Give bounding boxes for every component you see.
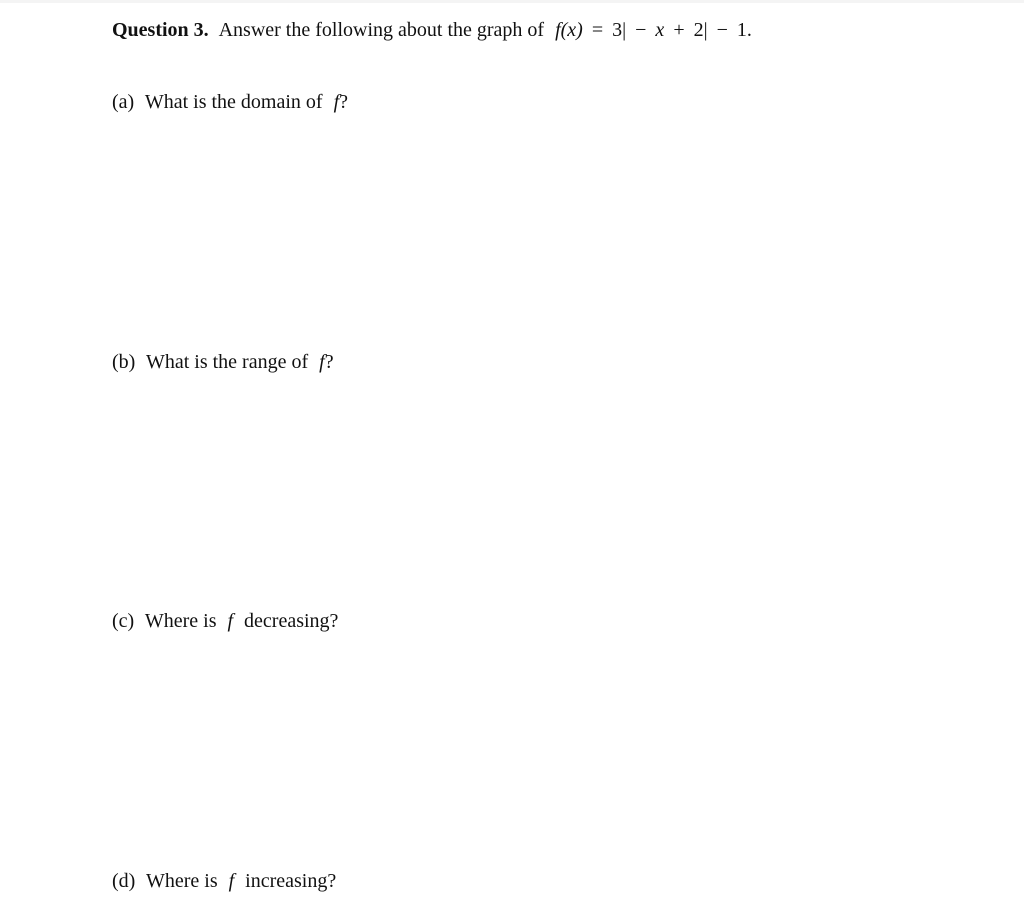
part-c-var: f — [227, 610, 234, 632]
part-a — [112, 90, 348, 114]
part-d-end: increasing? — [245, 870, 337, 892]
part-d-var: f — [228, 870, 235, 892]
top-border — [0, 0, 1024, 3]
minus-sign-1: − — [635, 19, 647, 41]
plus-sign: + — [673, 19, 685, 41]
part-b-label: (b) — [112, 351, 136, 373]
question-label: Question 3. — [112, 19, 209, 41]
part-c-end: decreasing? — [244, 610, 339, 632]
variable-x: x — [655, 19, 665, 41]
function-lhs: f(x) — [555, 19, 583, 41]
part-a-text: What is the domain of — [144, 91, 323, 113]
function-rhs-part1: 3| — [612, 19, 627, 41]
part-c-label: (c) — [112, 610, 135, 632]
part-b-var: f — [319, 351, 325, 373]
question-intro: Answer the following about the graph of — [218, 19, 545, 41]
part-b — [112, 350, 334, 374]
part-a-var: f — [333, 91, 340, 113]
question-heading — [112, 18, 752, 42]
equals-sign: = — [591, 19, 604, 41]
part-b-end: ? — [324, 351, 334, 373]
minus-sign-2: − — [716, 19, 728, 41]
constant-one: 1. — [736, 19, 752, 41]
part-d-label: (d) — [112, 870, 136, 892]
part-c-text: Where is — [144, 610, 217, 632]
part-c — [112, 609, 338, 633]
part-b-text: What is the range of — [145, 351, 309, 373]
part-d-text: Where is — [145, 870, 218, 892]
part-a-end: ? — [339, 91, 349, 113]
function-rhs-part2: 2| — [693, 19, 708, 41]
part-d — [112, 869, 336, 893]
part-a-label: (a) — [112, 91, 135, 113]
